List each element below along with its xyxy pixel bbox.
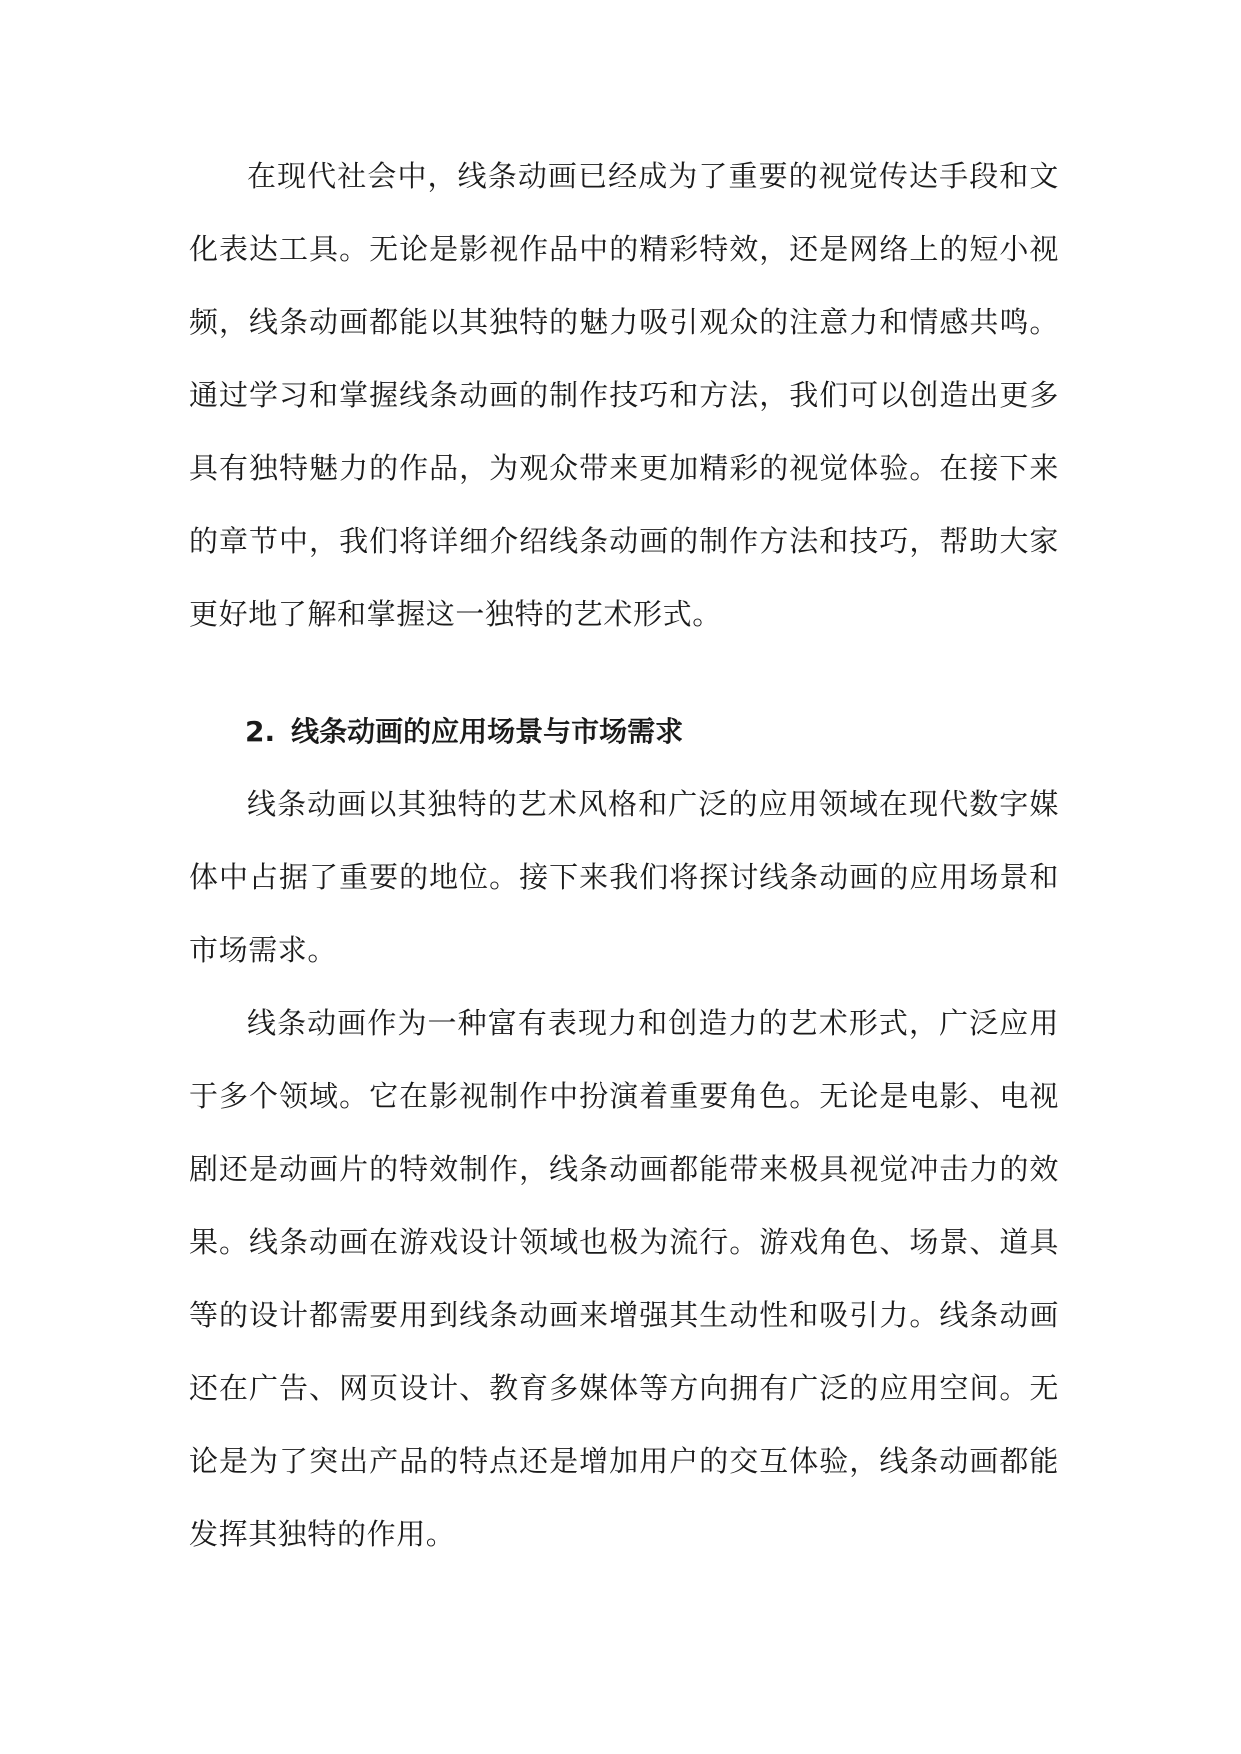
paragraph-section-intro: 线条动画以其独特的艺术风格和广泛的应用领域在现代数字媒体中占据了重要的地位。接下来我们将探讨线条动画的应用场景和市场需求。 [189,787,1059,967]
document-body [189,140,1059,1571]
paragraph-application-fields: 线条动画作为一种富有表现力和创造力的艺术形式，广泛应用于多个领域。它在影视制作中扮演着重要角色。无论是电影、电视剧还是动画片的特效制作，线条动画都能带来极具视觉冲击力的效果。线条动画在游戏设计领域也极为流行。游戏角色、场景、道具等的设计都需要用到线条动画来增强其生动性和吸引力。线条动画还在广告、网页设计、教育多媒体等方向拥有广泛的应用空间。无论是为了突出产品的特点还是增加用户的交互体验，线条动画都能发挥其独特的作用。 [189,1006,1059,1551]
paragraph-intro-conclusion: 在现代社会中，线条动画已经成为了重要的视觉传达手段和文化表达工具。无论是影视作品中的精彩特效，还是网络上的短小视频，线条动画都能以其独特的魅力吸引观众的注意力和情感共鸣。通过学习和掌握线条动画的制作技巧和方法，我们可以创造出更多具有独特魅力的作品，为观众带来更加精彩的视觉体验。在接下来的章节中，我们将详细介绍线条动画的制作方法和技巧，帮助大家更好地了解和掌握这一独特的艺术形式。 [189,159,1059,631]
section-number: 2. [245,715,276,748]
section-heading [189,695,1059,768]
section-title: 线条动画的应用场景与市场需求 [291,715,684,748]
